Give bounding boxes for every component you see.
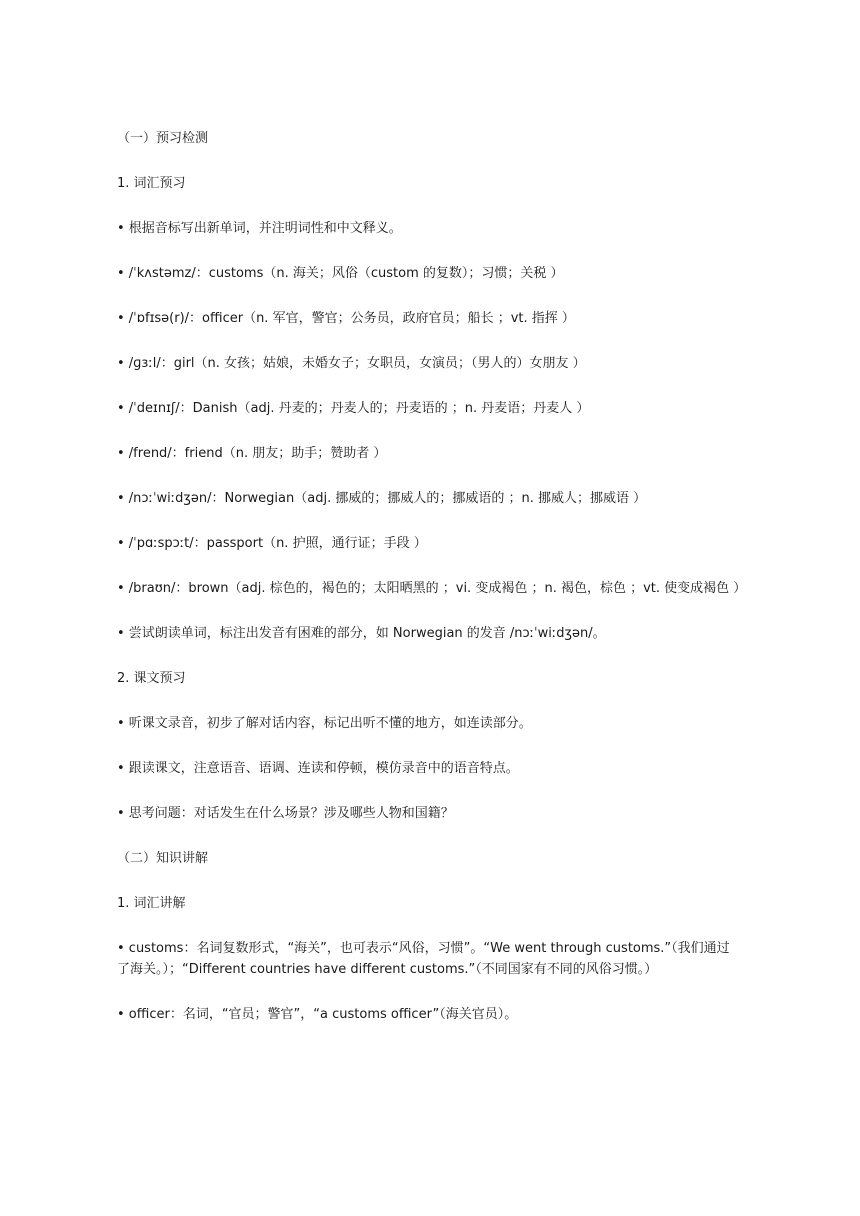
bullet-word-danish: • /ˈdeɪnɪʃ/：Danish（adj. 丹麦的；丹麦人的；丹麦语的 ；n. 丹麦语；丹麦人 ）: [117, 401, 590, 416]
bullet-think: • 思考问题：对话发生在什么场景？涉及哪些人物和国籍？: [117, 806, 454, 821]
bullet-word-brown: • /braʊn/：brown（adj. 棕色的，褐色的；太阳晒黑的 ；vi. 变成褐色 ；n. 褐色，棕色 ；vt. 使变成褐色 ）: [117, 581, 747, 596]
bullet-word-customs: • /ˈkʌstəmz/：customs（n. 海关；风俗（custom 的复数）；习惯；关税 ）: [117, 266, 564, 281]
bullet-explain-officer: • officer：名词，“官员；警官”，“a customs officer”（海关官员）。: [117, 1007, 518, 1022]
bullet-read-aloud: • 尝试朗读单词，标注出发音有困难的部分，如 Norwegian 的发音 /nɔːˈwiːdʒən/。: [117, 626, 606, 641]
subheading-vocabulary-preview: 1. 词汇预习: [117, 176, 186, 191]
bullet-listen: • 听课文录音，初步了解对话内容，标记出听不懂的地方，如连读部分。: [117, 716, 532, 731]
bullet-follow-read: • 跟读课文，注意语音、语调、连读和停顿，模仿录音中的语音特点。: [117, 761, 519, 776]
bullet-word-passport: • /ˈpɑːspɔːt/：passport（n. 护照，通行证；手段 ）: [117, 536, 427, 551]
bullet-word-officer: • /ˈɒfɪsə(r)/：officer（n. 军官，警官；公务员，政府官员；船长 ；vt. 指挥 ）: [117, 311, 575, 326]
subheading-text-preview: 2. 课文预习: [117, 671, 186, 686]
document-body: [117, 128, 747, 1025]
subheading-vocabulary-explanation: 1. 词汇讲解: [117, 896, 186, 911]
bullet-word-friend: • /frend/：friend（n. 朋友；助手；赞助者 ）: [117, 446, 387, 461]
bullet-word-girl: • /ɡɜːl/：girl（n. 女孩；姑娘，未婚女子；女职员，女演员；（男人的）女朋友 ）: [117, 356, 586, 371]
bullet-explain-customs: • customs：名词复数形式，“海关”，也可表示“风俗，习惯”。“We went through customs.”（我们通过了海关。）；“Different countries have different customs.”（不同国家有不同的风俗习惯。）: [117, 941, 730, 977]
bullet-instruction: • 根据音标写出新单词，并注明词性和中文释义。: [117, 221, 402, 236]
bullet-word-norwegian: • /nɔːˈwiːdʒən/：Norwegian（adj. 挪威的；挪威人的；挪威语的 ；n. 挪威人；挪威语 ）: [117, 491, 647, 506]
section-heading-knowledge: （二）知识讲解: [117, 851, 209, 866]
section-heading-preview-check: （一）预习检测: [117, 131, 209, 146]
